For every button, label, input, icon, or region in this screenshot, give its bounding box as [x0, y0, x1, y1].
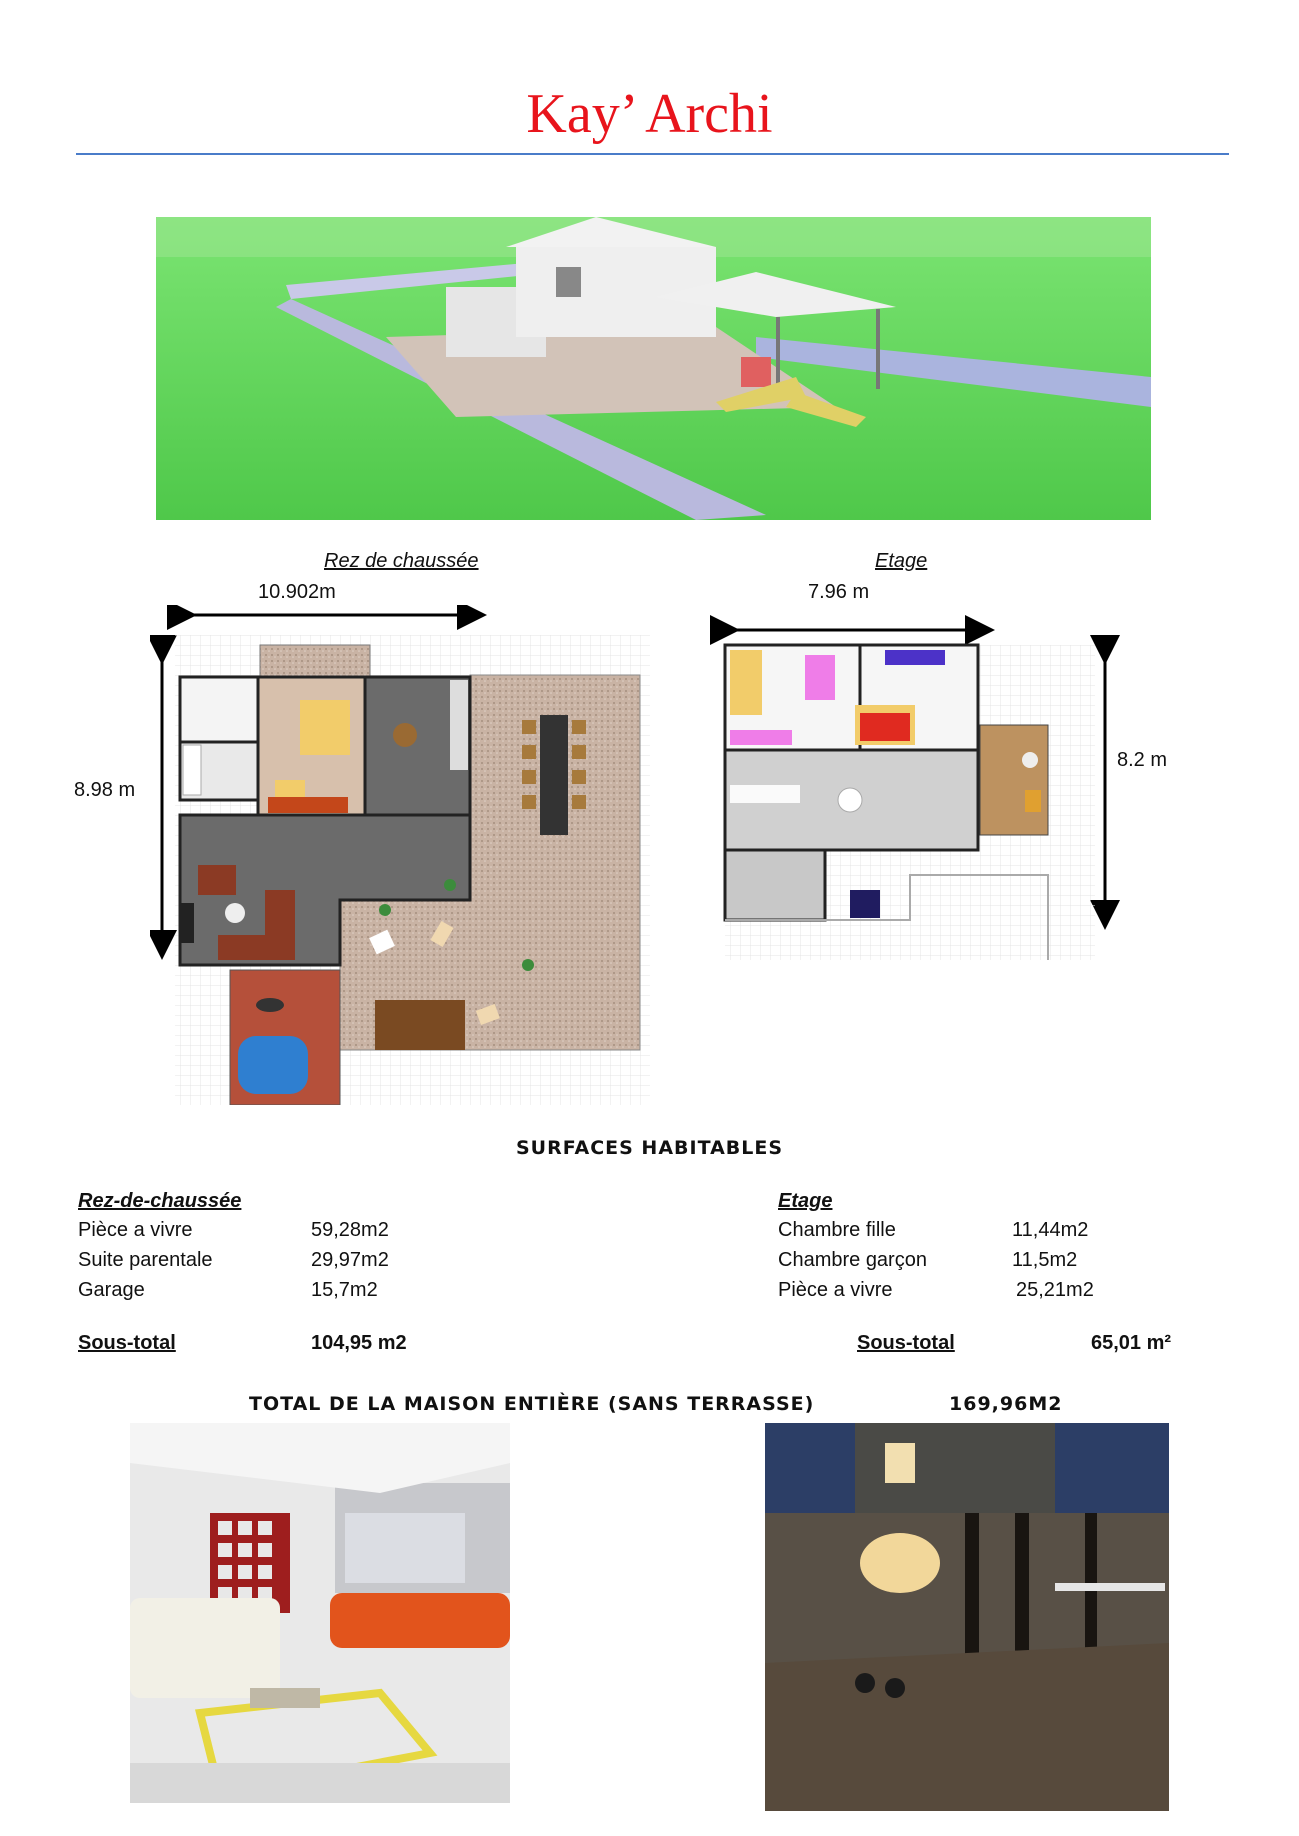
upper-surfaces-title: Etage — [778, 1190, 833, 1212]
total-value: 169,96M2 — [949, 1393, 1063, 1415]
total-label: TOTAL DE LA MAISON ENTIÈRE (SANS TERRASSE) — [249, 1393, 815, 1415]
upper-floor-plan — [710, 605, 1130, 965]
interior-render-image — [130, 1423, 510, 1803]
ground-row-value: 15,7m2 — [311, 1279, 378, 1301]
upper-row-value: 11,44m2 — [1012, 1219, 1089, 1241]
ground-subtotal-value: 104,95 m2 — [311, 1332, 407, 1354]
ground-row-label: Pièce a vivre — [78, 1219, 193, 1241]
upper-subtotal-label: Sous-total — [857, 1332, 955, 1354]
ground-row-label: Suite parentale — [78, 1249, 213, 1271]
upper-floor-height: 8.2 m — [1117, 749, 1168, 771]
page-title: Kay’ Archi — [526, 83, 773, 145]
ground-row-value: 59,28m2 — [311, 1219, 389, 1241]
ground-floor-height: 8.98 m — [74, 779, 136, 801]
upper-row-label: Chambre fille — [778, 1219, 896, 1241]
upper-floor-width: 7.96 m — [808, 581, 870, 603]
upper-floor-caption: Etage — [875, 550, 928, 572]
upper-row-label: Chambre garçon — [778, 1249, 927, 1271]
ground-surfaces-title: Rez-de-chaussée — [78, 1190, 242, 1212]
ground-floor-plan — [150, 605, 650, 1105]
ground-floor-width: 10.902m — [258, 581, 336, 603]
upper-subtotal-value: 65,01 m² — [1091, 1332, 1172, 1354]
exterior-render-image — [156, 217, 1151, 520]
title-divider — [76, 153, 1229, 155]
night-render-image — [765, 1423, 1169, 1811]
ground-row-label: Garage — [78, 1279, 145, 1301]
upper-row-label: Pièce a vivre — [778, 1279, 893, 1301]
upper-row-value: 25,21m2 — [1016, 1279, 1094, 1301]
ground-floor-caption: Rez de chaussée — [324, 550, 479, 572]
upper-row-value: 11,5m2 — [1012, 1249, 1078, 1271]
surfaces-heading: SURFACES HABITABLES — [515, 1137, 784, 1159]
ground-row-value: 29,97m2 — [311, 1249, 389, 1271]
ground-subtotal-label: Sous-total — [78, 1332, 176, 1354]
